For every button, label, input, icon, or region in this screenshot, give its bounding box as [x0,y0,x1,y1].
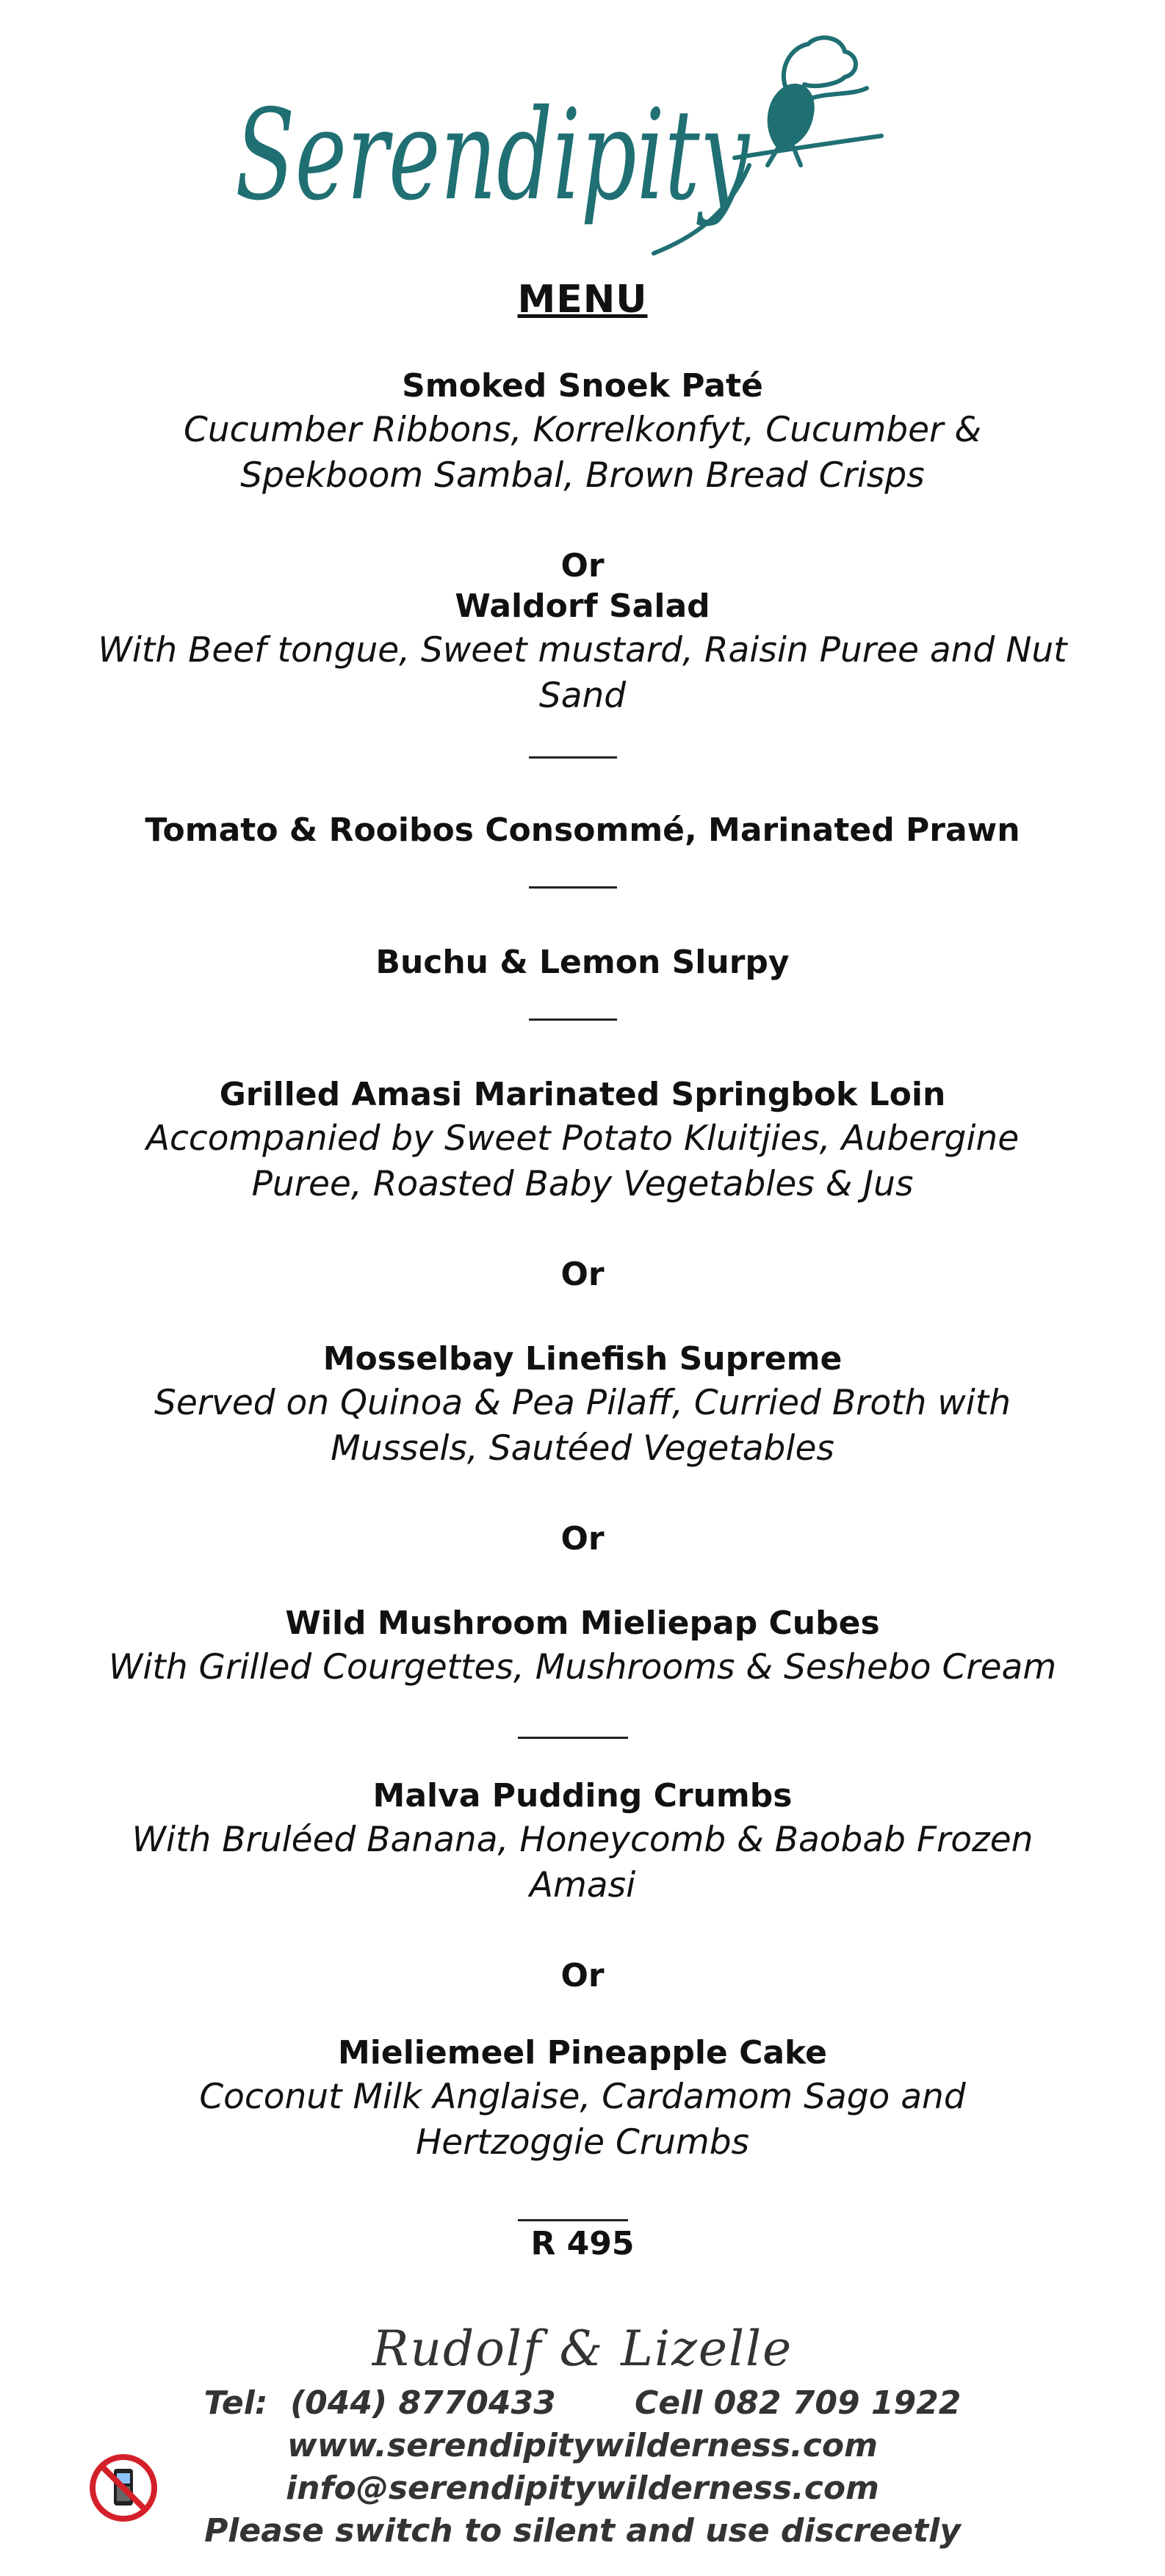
starter-2-title: Waldorf Salad [455,587,710,625]
main-1-desc-line-2: Puree, Roasted Baby Vegetables & Jus [251,1164,914,1204]
dessert-2-title: Mieliemeel Pineapple Cake [338,2034,827,2072]
serendipity-logo [220,18,918,275]
dessert-1-desc-line-1: With Bruléed Banana, Honeycomb & Baobab Frozen [131,1820,1034,1860]
starter-1-desc-line-2: Spekboom Sambal, Brown Bread Crisps [240,455,925,496]
menu-heading: MENU [517,278,648,322]
no-phone-icon [88,2453,159,2523]
or-separator-2: Or [560,1256,605,1293]
main-3-desc-line-1: With Grilled Courgettes, Mushrooms & Seshebo Cream [108,1647,1057,1687]
divider [529,1019,617,1021]
phone-numbers: Tel: (044) 8770433 Cell 082 709 1922 [203,2384,962,2422]
divider [529,886,617,889]
main-1-title: Grilled Amasi Marinated Springbok Loin [219,1076,946,1113]
main-2-desc-line-1: Served on Quinoa & Pea Pilaff, Curried Broth with [154,1383,1011,1423]
main-2-desc-line-2: Mussels, Sautéed Vegetables [331,1428,834,1469]
palate-cleanser-title: Buchu & Lemon Slurpy [375,944,790,981]
dessert-1-desc-line-2: Amasi [529,1865,636,1906]
starter-2-desc-line-2: Sand [538,676,627,716]
silent-notice: Please switch to silent and use discreetly [204,2512,961,2550]
or-separator-4: Or [560,1957,605,1994]
menu-price: R 495 [530,2225,635,2262]
main-1-desc-line-1: Accompanied by Sweet Potato Kluitjies, Aubergine [145,1118,1020,1159]
price-divider [518,2219,628,2221]
divider [529,756,617,759]
starter-1-title: Smoked Snoek Paté [402,367,763,405]
or-separator-1: Or [560,547,605,585]
soup-title: Tomato & Rooibos Consommé, Marinated Prawn [145,811,1020,849]
main-2-title: Mosselbay Linefish Supreme [322,1340,843,1378]
divider [518,1737,628,1739]
dessert-2-desc-line-1: Coconut Milk Anglaise, Cardamom Sago and [199,2077,966,2117]
dessert-2-desc-line-2: Hertzoggie Crumbs [415,2122,750,2163]
owners-signature: Rudolf & Lizelle [372,2320,793,2377]
or-separator-3: Or [560,1520,605,1557]
main-3-title: Wild Mushroom Mieliepap Cubes [285,1604,880,1642]
email-link[interactable]: info@serendipitywilderness.com [286,2470,879,2507]
logo-text: Serendipity [235,83,751,228]
starter-2-desc-line-1: With Beef tongue, Sweet mustard, Raisin Puree and Nut [98,630,1067,670]
dessert-1-title: Malva Pudding Crumbs [372,1777,793,1815]
starter-1-desc-line-1: Cucumber Ribbons, Korrelkonfyt, Cucumber & [184,410,981,450]
website-link[interactable]: www.serendipitywilderness.com [287,2427,878,2464]
